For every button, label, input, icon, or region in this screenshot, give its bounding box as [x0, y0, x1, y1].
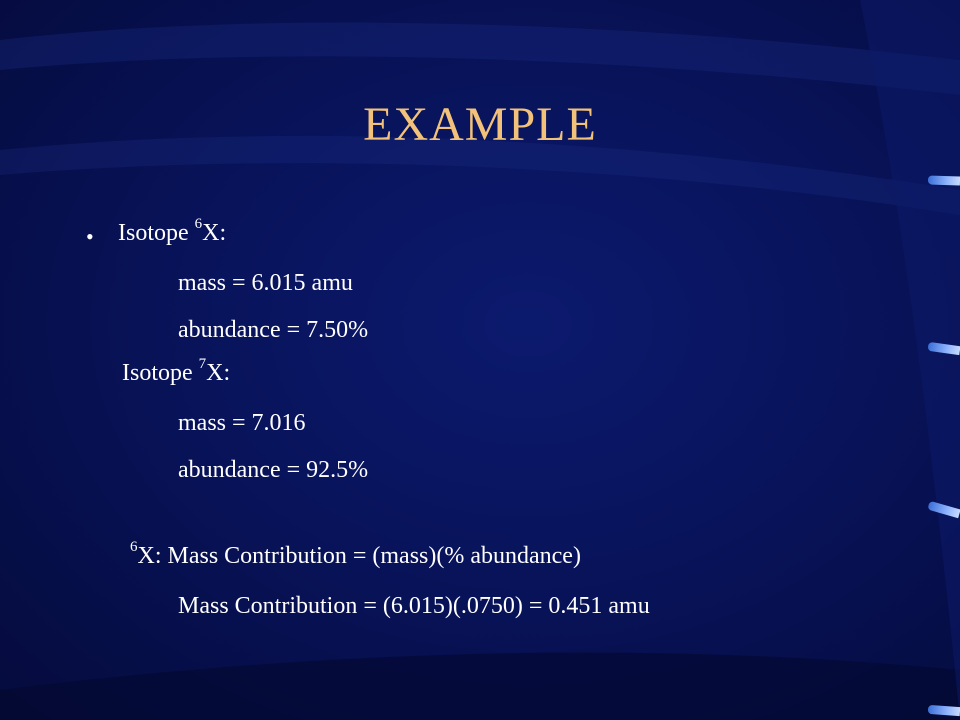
isotope-prefix: Isotope [118, 220, 195, 246]
element-symbol: X: [206, 360, 231, 386]
mass-contribution-formula [130, 541, 581, 571]
element-symbol: X: [202, 220, 227, 246]
mass-number-superscript: 6 [130, 539, 138, 555]
isotope-prefix: Isotope [122, 360, 199, 386]
mass-number-superscript: 7 [198, 356, 207, 372]
isotope-6-heading [118, 218, 226, 248]
mass-number-superscript: 6 [194, 216, 203, 232]
slide-title: EXAMPLE [363, 98, 597, 151]
isotope-6-abundance: abundance = 7.50% [178, 317, 369, 343]
isotope-7-heading [122, 358, 230, 388]
isotope-7-mass: mass = 7.016 [178, 410, 306, 436]
mass-contribution-calculation: Mass Contribution = (6.015)(.0750) = 0.451 amu [178, 593, 650, 619]
formula-text: X: Mass Contribution = (mass)(% abundance) [137, 543, 581, 569]
bullet-point: • [86, 224, 94, 249]
edge-accent-mark [928, 175, 960, 185]
isotope-6-mass: mass = 6.015 amu [178, 270, 353, 296]
isotope-7-abundance: abundance = 92.5% [178, 457, 369, 483]
